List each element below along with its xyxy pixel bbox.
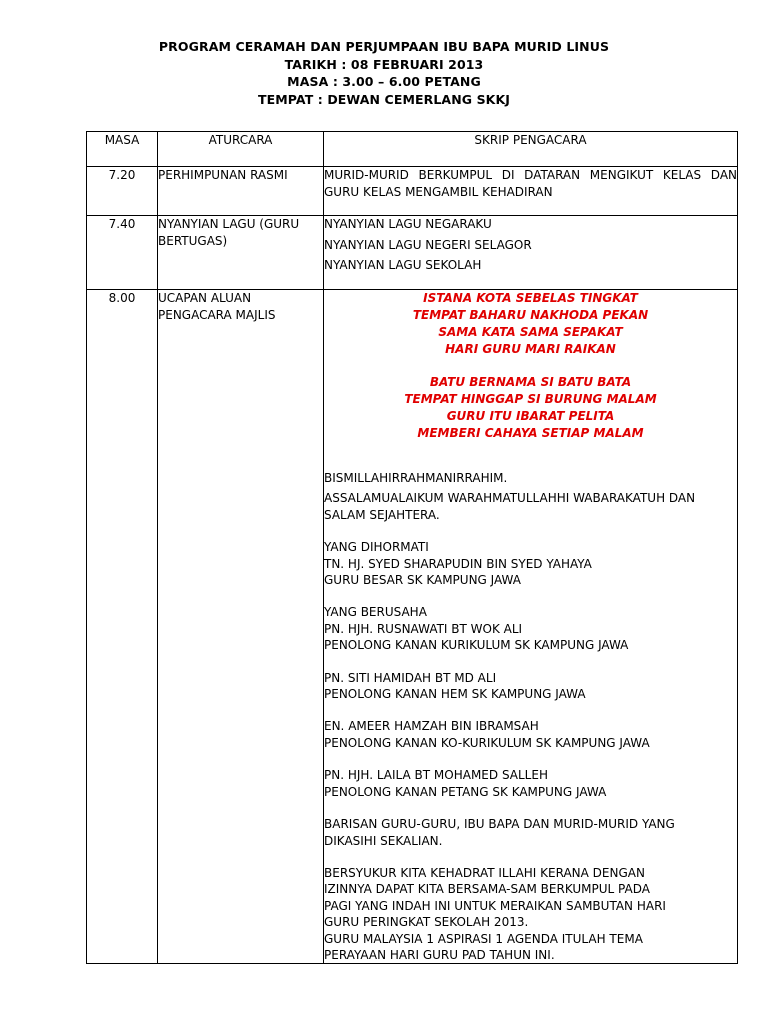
guest-line: PN. HJH. RUSNAWATI BT WOK ALI — [324, 621, 523, 636]
audience-line: BARISAN GURU-GURU, IBU BAPA DAN MURID-MURID YANG — [324, 817, 675, 832]
program-venue: TEMPAT : DEWAN CEMERLANG SKKJ — [257, 91, 511, 107]
closing-block — [324, 865, 737, 963]
column-header-aturcara: ATURCARA — [158, 132, 324, 167]
guest-line: PN. HJH. LAILA BT MOHAMED SALLEH — [324, 768, 548, 783]
row-script — [324, 290, 738, 964]
guest-line: YANG DIHORMATI — [324, 540, 429, 555]
audience-line: DIKASIHI SEKALIAN. — [324, 833, 443, 848]
column-header-masa: MASA — [87, 132, 158, 167]
program-date: TARIKH : 08 FEBRUARI 2013 — [284, 56, 484, 72]
table-header-row — [87, 132, 738, 167]
schedule-table — [86, 131, 738, 964]
table-row — [87, 216, 738, 290]
bismillah-text: BISMILLAHIRRAHMANIRRAHIM. — [324, 471, 508, 485]
program-title: PROGRAM CERAMAH DAN PERJUMPAAN IBU BAPA MURID LINUS — [158, 39, 610, 54]
guest-line: PENOLONG KANAN PETANG SK KAMPUNG JAWA — [324, 784, 607, 799]
row-time: 8.00 — [87, 290, 158, 964]
guest-line: GURU BESAR SK KAMPUNG JAWA — [324, 573, 521, 588]
row-program: NYANYIAN LAGU (GURU BERTUGAS) — [158, 216, 324, 290]
guest-line: PENOLONG KANAN KO-KURIKULUM SK KAMPUNG JAWA — [324, 735, 650, 750]
script-line: NYANYIAN LAGU NEGERI SELAGOR — [324, 237, 532, 252]
guest-line: PENOLONG KANAN HEM SK KAMPUNG JAWA — [324, 687, 586, 702]
pantun-line: MEMBERI CAHAYA SETIAP MALAM — [417, 426, 644, 440]
pantun-line: HARI GURU MARI RAIKAN — [445, 342, 616, 356]
pantun-line: SAMA KATA SAMA SEPAKAT — [438, 325, 623, 339]
closing-line: PAGI YANG INDAH INI UNTUK MERAIKAN SAMBUTAN HARI — [324, 898, 666, 913]
guest-line: EN. AMEER HAMZAH BIN IBRAMSAH — [324, 719, 539, 734]
pantun-line: BATU BERNAMA SI BATU BATA — [429, 375, 632, 389]
audience-block — [324, 816, 737, 849]
guest-line: PN. SITI HAMIDAH BT MD ALI — [324, 670, 497, 685]
closing-line: GURU PERINGKAT SEKOLAH 2013. — [324, 915, 529, 930]
row-time: 7.40 — [87, 216, 158, 290]
pantun-line: TEMPAT HINGGAP SI BURUNG MALAM — [404, 392, 657, 406]
salam-text: ASSALAMUALAIKUM WARAHMATULLAHHI WABARAKATUH DAN SALAM SEJAHTERA. — [324, 491, 696, 522]
pantun-2 — [324, 374, 737, 442]
pantun-line: TEMPAT BAHARU NAKHODA PEKAN — [412, 308, 649, 322]
row-script: MURID-MURID BERKUMPUL DI DATARAN MENGIKUT KELAS DAN GURU KELAS MENGAMBIL KEHADIRAN — [324, 167, 738, 216]
row-time: 7.20 — [87, 167, 158, 216]
guest-block — [324, 767, 737, 800]
pantun-1 — [324, 290, 737, 358]
guest-block — [324, 539, 737, 588]
guest-line: YANG BERUSAHA — [324, 605, 427, 620]
program-time: MASA : 3.00 – 6.00 PETANG — [287, 74, 481, 89]
guest-block — [324, 670, 737, 703]
column-header-skrip: SKRIP PENGACARA — [324, 132, 738, 167]
row-program: PERHIMPUNAN RASMI — [158, 167, 324, 216]
document-header — [0, 38, 768, 108]
closing-line: IZINNYA DAPAT KITA BERSAMA-SAM BERKUMPUL PADA — [324, 882, 650, 897]
script-line: NYANYIAN LAGU SEKOLAH — [324, 258, 482, 273]
pantun-line: GURU ITU IBARAT PELITA — [446, 409, 615, 423]
guest-line: PENOLONG KANAN KURIKULUM SK KAMPUNG JAWA — [324, 638, 629, 653]
closing-line: PERAYAAN HARI GURU PAD TAHUN INI. — [324, 947, 555, 962]
closing-line: GURU MALAYSIA 1 ASPIRASI 1 AGENDA ITULAH TEMA — [324, 931, 643, 946]
row-program: UCAPAN ALUAN PENGACARA MAJLIS — [158, 290, 324, 964]
row-script — [324, 216, 738, 290]
closing-line: BERSYUKUR KITA KEHADRAT ILLAHI KERANA DENGAN — [324, 865, 645, 880]
guest-line: TN. HJ. SYED SHARAPUDIN BIN SYED YAHAYA — [324, 556, 592, 571]
guest-block — [324, 718, 737, 751]
pantun-line: ISTANA KOTA SEBELAS TINGKAT — [423, 291, 638, 305]
table-row — [87, 290, 738, 964]
table-row — [87, 167, 738, 216]
guest-block — [324, 604, 737, 653]
script-line: NYANYIAN LAGU NEGARAKU — [324, 217, 492, 231]
